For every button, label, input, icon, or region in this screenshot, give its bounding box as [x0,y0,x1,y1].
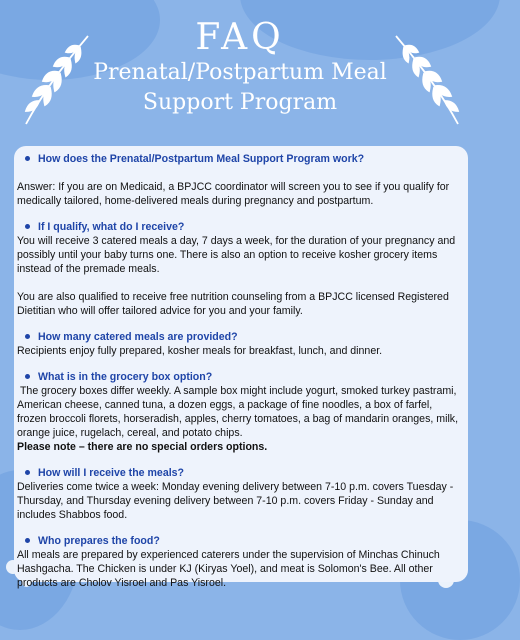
bullet-icon [25,470,30,475]
faq-answer: All meals are prepared by experienced caterers under the supervision of Minchas Chinuch Hashgacha. The Chicken is under KJ (Kiryas Yoel), and meat is Solomon's Bee. All other products are Cholov Yisroel and Pas Yisroel. [17,549,440,589]
faq-answer: Answer: If you are on Medicaid, a BPJCC coordinator will screen you to see if you qualify for medically tailored, home-delivered meals during pregnancy and postpartum. [17,181,450,207]
bullet-icon [25,156,30,161]
page-header [0,18,480,118]
faq-question: If I qualify, what do I receive? [25,220,462,234]
program-title-line1: Prenatal/Postpartum Meal [93,60,387,85]
bullet-icon [25,538,30,543]
faq-title: FAQ [195,17,285,58]
faq-answer: Recipients enjoy fully prepared, kosher meals for breakfast, lunch, and dinner. [17,345,383,357]
faq-question: What is in the grocery box option? [25,370,462,384]
faq-answer: You are also qualified to receive free nutrition counseling from a BPJCC licensed Registered Dietitian who will offer tailored advice for you and your family. [17,291,449,317]
bullet-icon [25,374,30,379]
program-title-line2: Support Program [142,90,338,115]
faq-answer: The grocery boxes differ weekly. A sample box might include yogurt, smoked turkey pastrami, American cheese, canned tuna, a dozen eggs, a package of fine noodles, a box of farfel, frozen broccoli florets, horseradish, apples, cherry tomatoes, a bag of mandarin oranges, milk, orange juice, rugelach, cereal, and potato chips. [17,385,461,439]
faq-question: Who prepares the food? [25,534,462,548]
faq-answer: Deliveries come twice a week: Monday evening delivery between 7-10 p.m. covers Tuesday - Thursday, and Thursday evening delivery between 7-10 p.m. covers Friday - Sunday and includes Shabbos food. [17,481,454,521]
faq-card [14,146,468,589]
bullet-icon [25,224,30,229]
faq-question: How will I receive the meals? [25,466,462,480]
bullet-icon [25,334,30,339]
faq-answer: You will receive 3 catered meals a day, 7 days a week, for the duration of your pregnancy and possibly until your baby turns one. There is also an option to receive kosher grocery items instead of the premade meals. [17,235,456,275]
special-orders-note: Please note – there are no special orders options. [17,441,268,453]
faq-question: How does the Prenatal/Postpartum Meal Support Program work? [25,152,462,166]
faq-question: How many catered meals are provided? [25,330,462,344]
